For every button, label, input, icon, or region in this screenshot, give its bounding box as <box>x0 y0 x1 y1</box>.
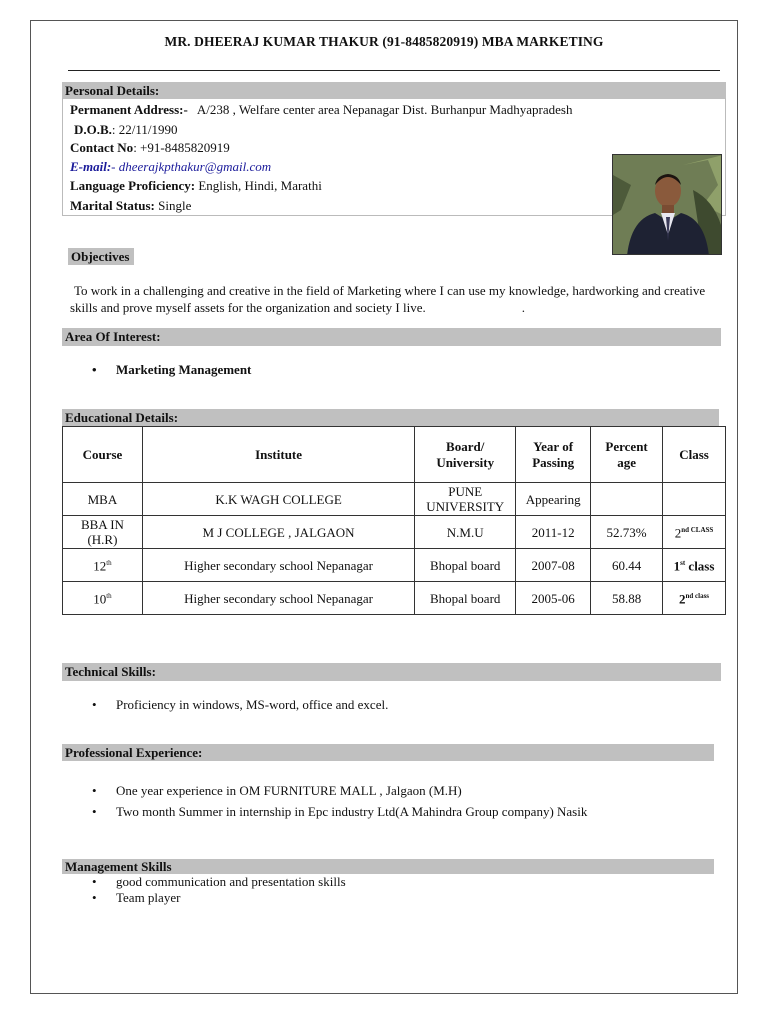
cell-year: 2007-08 <box>516 549 591 582</box>
person-photo-icon <box>613 155 722 255</box>
cell-board: N.M.U <box>415 516 516 549</box>
cell-institute: K.K WAGH COLLEGE <box>142 483 414 516</box>
bullet-icon: • <box>92 874 97 889</box>
contact-value: : +91-8485820919 <box>133 140 230 155</box>
cell-percent: 52.73% <box>591 516 663 549</box>
class-sup: nd CLASS <box>681 526 714 535</box>
cell-board <box>415 483 516 516</box>
bullet-icon: • <box>92 783 97 798</box>
management-item <box>92 890 180 906</box>
technical-item-label: Proficiency in windows, MS-word, office and excel. <box>116 697 389 712</box>
dob-line <box>74 122 178 138</box>
header-year <box>516 427 591 483</box>
cell-institute: Higher secondary school Nepanagar <box>142 582 414 615</box>
marital-value: Single <box>158 198 192 213</box>
cell-course: MBA <box>63 483 143 516</box>
title-divider <box>68 70 720 71</box>
experience-item <box>92 804 587 820</box>
bullet-icon: • <box>92 890 97 905</box>
header-board <box>415 427 516 483</box>
management-item-label: good communication and presentation skills <box>116 874 346 889</box>
interest-item <box>92 362 251 378</box>
course-sup: th <box>106 592 112 601</box>
dob-value: : 22/11/1990 <box>111 122 178 137</box>
bullet-icon: • <box>92 804 97 819</box>
cell-percent <box>591 483 663 516</box>
bullet-icon: • <box>92 697 97 712</box>
cell-course <box>63 582 143 615</box>
cell-class <box>663 582 726 615</box>
objectives-trailing-dot: . <box>521 300 525 315</box>
header-class: Class <box>663 427 726 483</box>
language-label: Language Proficiency: <box>70 178 196 193</box>
address-value: A/238 , Welfare center area Nepanagar Dist. Burhanpur Madhyapradesh <box>196 102 573 117</box>
table-row <box>63 582 726 615</box>
class-main: 2 <box>679 591 686 607</box>
management-item <box>92 874 346 890</box>
email-line <box>70 159 271 175</box>
cell-year: 2011-12 <box>516 516 591 549</box>
cell-board-line2: UNIVERSITY <box>426 499 505 514</box>
educational-details-heading: Educational Details: <box>62 409 719 426</box>
header-institute: Institute <box>142 427 414 483</box>
objectives-heading: Objectives <box>68 248 134 265</box>
table-row <box>63 549 726 582</box>
header-year-line2: Passing <box>532 454 575 470</box>
cell-board: Bhopal board <box>415 549 516 582</box>
email-value[interactable]: - dheerajkpthakur@gmail.com <box>111 159 272 174</box>
class-tail: class <box>685 558 715 574</box>
cell-class <box>663 516 726 549</box>
cell-course <box>63 516 143 549</box>
education-table <box>62 426 726 615</box>
table-row <box>63 483 726 516</box>
area-of-interest-heading: Area Of Interest: <box>62 328 721 346</box>
cell-board: Bhopal board <box>415 582 516 615</box>
class-main: 1 <box>673 558 681 574</box>
cell-year: 2005-06 <box>516 582 591 615</box>
cell-class <box>663 549 726 582</box>
experience-item-label: One year experience in OM FURNITURE MALL , Jalgaon (M.H) <box>116 783 462 798</box>
management-skills-heading: Management Skills <box>62 859 714 874</box>
marital-line <box>70 198 191 214</box>
header-board-line2: University <box>436 454 495 470</box>
cell-course-line2: (H.R) <box>87 532 118 547</box>
technical-skills-heading: Technical Skills: <box>62 663 721 681</box>
class-sup: st <box>680 559 686 568</box>
cell-course-line1: BBA IN <box>80 517 124 532</box>
header-percent-line2: age <box>617 454 636 470</box>
language-line <box>70 178 322 194</box>
marital-label: Marital Status: <box>70 198 155 213</box>
header-percent-line1: Percent <box>605 438 648 454</box>
management-item-label: Team player <box>116 890 181 905</box>
cell-institute: M J COLLEGE , JALGAON <box>142 516 414 549</box>
address-line <box>70 102 572 118</box>
cell-percent: 60.44 <box>591 549 663 582</box>
course-main: 12 <box>93 558 107 574</box>
table-row <box>63 516 726 549</box>
address-label: Permanent Address:- <box>70 102 188 117</box>
cell-board-line1: PUNE <box>448 484 483 499</box>
email-label: E-mail: <box>70 159 112 174</box>
contact-label: Contact No <box>70 140 134 155</box>
profile-photo <box>612 154 722 255</box>
personal-details-heading: Personal Details: <box>62 82 726 99</box>
bullet-icon: • <box>92 362 97 377</box>
header-percent <box>591 427 663 483</box>
header-year-line1: Year of <box>533 438 574 454</box>
class-main: 2 <box>674 525 682 541</box>
course-sup: th <box>106 559 112 568</box>
cell-percent: 58.88 <box>591 582 663 615</box>
contact-line <box>70 140 230 156</box>
header-board-line1: Board/ <box>446 438 485 454</box>
interest-item-label: Marketing Management <box>116 362 252 377</box>
objectives-text <box>70 282 712 316</box>
technical-item <box>92 697 388 713</box>
experience-item-label: Two month Summer in internship in Epc industry Ltd(A Mahindra Group company) Nasik <box>116 804 588 819</box>
class-sup: nd class <box>685 592 710 601</box>
dob-label: D.O.B. <box>74 122 112 137</box>
professional-experience-heading: Professional Experience: <box>62 744 714 761</box>
cell-institute: Higher secondary school Nepanagar <box>142 549 414 582</box>
cell-class <box>663 483 726 516</box>
header-course: Course <box>63 427 143 483</box>
course-main: 10 <box>93 591 107 607</box>
table-header-row <box>63 427 726 483</box>
language-value: English, Hindi, Marathi <box>198 178 322 193</box>
cell-year: Appearing <box>516 483 591 516</box>
objectives-body: To work in a challenging and creative in the field of Marketing where I can use my knowledge, hardworking and creative skills and prove myself assets for the organization and society I live. <box>70 283 706 315</box>
page-title: MR. DHEERAJ KUMAR THAKUR (91-8485820919) MBA MARKETING <box>164 34 604 49</box>
cell-course <box>63 549 143 582</box>
experience-item <box>92 783 462 799</box>
